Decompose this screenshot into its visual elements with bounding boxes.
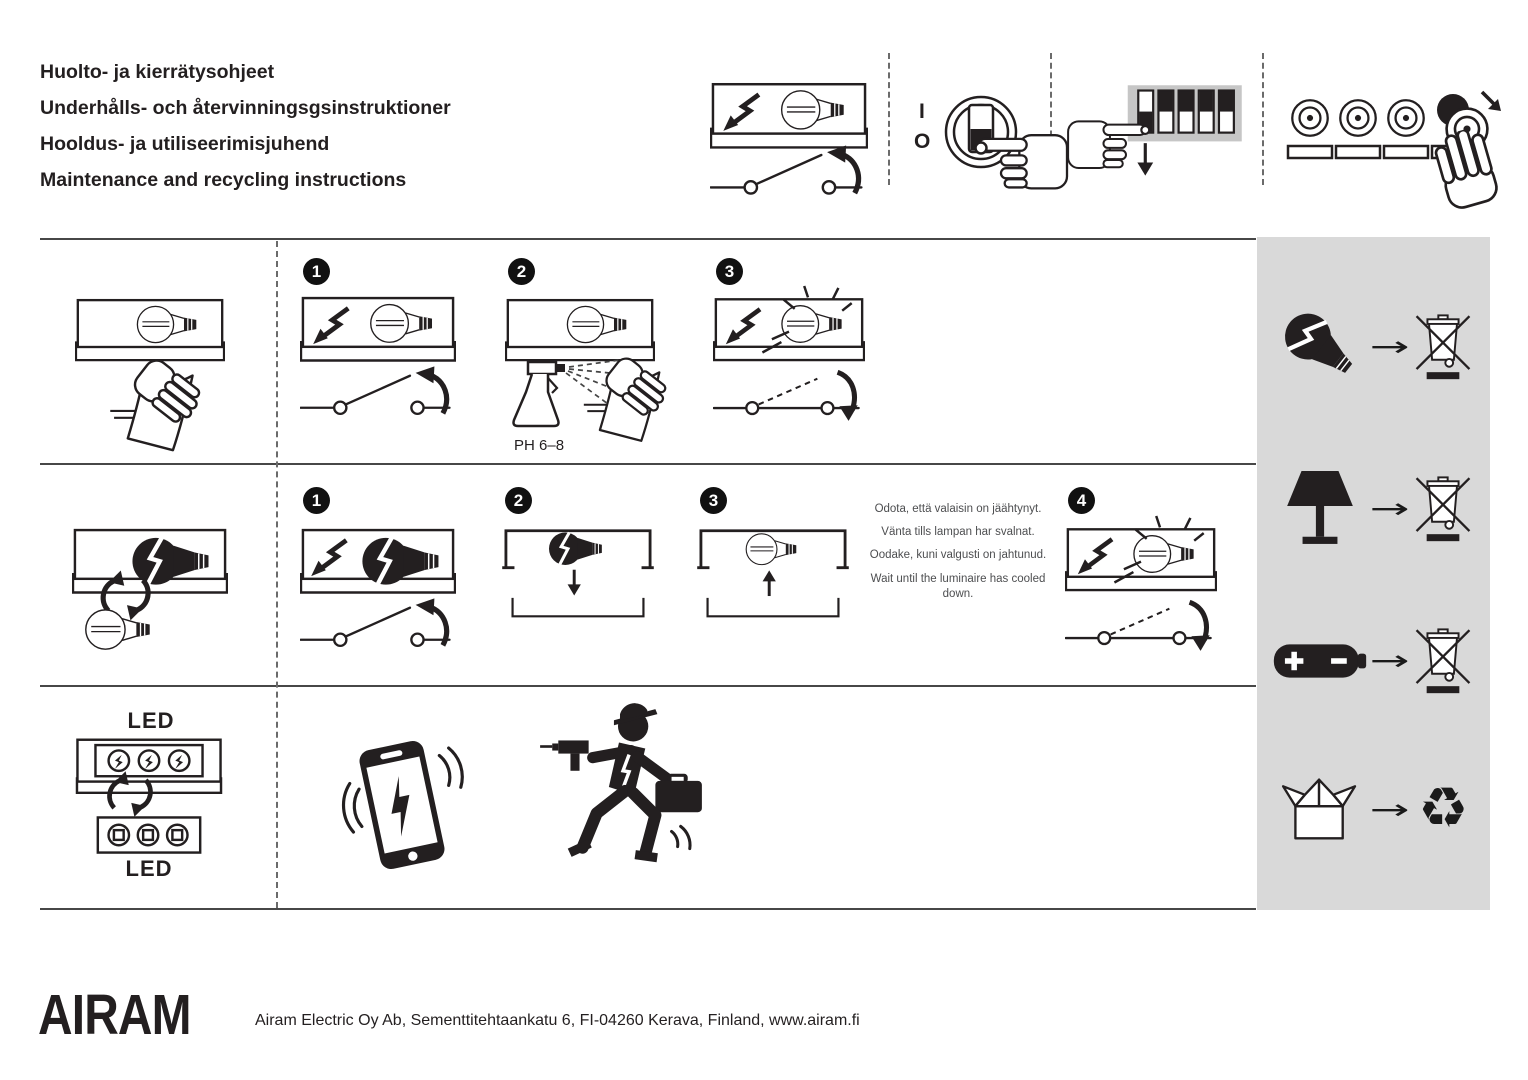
title-et: Hooldus- ja utiliseerimisjuhend xyxy=(40,133,330,155)
svg-text:I: I xyxy=(919,100,925,123)
cooldown-note xyxy=(866,502,1050,610)
step1-power-off-icon xyxy=(300,528,456,655)
electrician-icon xyxy=(540,700,702,882)
arrow-right-icon: → xyxy=(1369,329,1410,363)
bulb-swap-icon xyxy=(72,528,228,655)
battery-icon xyxy=(1272,637,1368,685)
step2-luminaire-icon xyxy=(505,298,655,366)
rule-row2 xyxy=(40,685,1256,687)
recycle-row-luminaire xyxy=(1257,469,1490,547)
step2-remove-bulb-icon xyxy=(502,526,654,618)
power-off-luminaire-icon xyxy=(710,82,868,201)
step1-power-off-icon xyxy=(300,296,456,423)
step-badge: 3 xyxy=(700,487,727,514)
led-label-bottom: LED xyxy=(125,856,173,881)
recycle-row-battery xyxy=(1257,627,1490,694)
step-badge: 2 xyxy=(505,487,532,514)
cooldown-et: Oodake, kuni valgusti on jahtunud. xyxy=(869,549,1047,562)
table-column-divider xyxy=(276,241,278,908)
header-divider-3 xyxy=(1262,53,1264,185)
weee-bin-icon xyxy=(1411,627,1475,694)
cooldown-fi: Odota, että valaisin on jäähtynyt. xyxy=(874,503,1042,515)
arrow-right-icon: → xyxy=(1369,491,1410,525)
airam-logo: AIRAM xyxy=(38,983,191,1047)
title-block xyxy=(40,54,451,198)
led-module-icon xyxy=(95,816,203,855)
used-bulb-icon xyxy=(1272,303,1368,389)
phone-call-icon xyxy=(346,735,458,875)
step3-insert-bulb-icon xyxy=(697,526,849,618)
wipe-hand-icon xyxy=(110,356,228,458)
svg-text:O: O xyxy=(914,130,931,153)
rule-bottom xyxy=(40,908,1256,910)
control-knobs-icon xyxy=(1286,84,1516,204)
step-badge: 1 xyxy=(303,258,330,285)
weee-bin-icon xyxy=(1411,313,1475,380)
title-sv: Underhålls- och återvinningsgsinstruktioner xyxy=(40,97,451,119)
power-dial-icon xyxy=(905,74,1075,189)
header-divider-1 xyxy=(888,53,890,185)
lamp-icon xyxy=(1272,469,1368,547)
rule-row1 xyxy=(40,463,1256,465)
step4-power-on-icon xyxy=(1065,514,1217,651)
step-badge: 4 xyxy=(1068,487,1095,514)
title-en: Maintenance and recycling instructions xyxy=(40,169,407,191)
company-address: Airam Electric Oy Ab, Sementtitehtaankatu 6, FI-04260 Kerava, Finland, www.airam.fi xyxy=(255,1012,860,1029)
step-badge: 3 xyxy=(716,258,743,285)
rule-top xyxy=(40,238,1256,240)
dip-switches-icon xyxy=(1068,80,1248,187)
step-badge: 1 xyxy=(303,487,330,514)
cooldown-sv: Vänta tills lampan har svalnat. xyxy=(881,526,1035,539)
swap-arrows-icon xyxy=(106,770,154,818)
wipe-hand-icon xyxy=(592,358,696,448)
arrow-right-icon: → xyxy=(1369,792,1410,826)
arrow-right-icon: → xyxy=(1369,644,1410,677)
recycling-panel xyxy=(1257,237,1490,910)
title-fi: Huolto- ja kierrätysohjeet xyxy=(40,61,275,83)
recycle-row-packaging xyxy=(1257,774,1490,844)
recycle-row-bulb xyxy=(1257,303,1490,389)
cooldown-en: Wait until the luminaire has cooled down. xyxy=(870,572,1046,600)
spray-ph-label: PH 6–8 xyxy=(514,437,565,454)
weee-bin-icon xyxy=(1411,475,1475,542)
led-label-top: LED xyxy=(127,708,175,733)
recycling-symbol-icon: ♻ xyxy=(1418,776,1469,841)
step3-power-on-icon xyxy=(713,284,865,421)
box-icon xyxy=(1272,774,1368,844)
step-badge: 2 xyxy=(508,258,535,285)
